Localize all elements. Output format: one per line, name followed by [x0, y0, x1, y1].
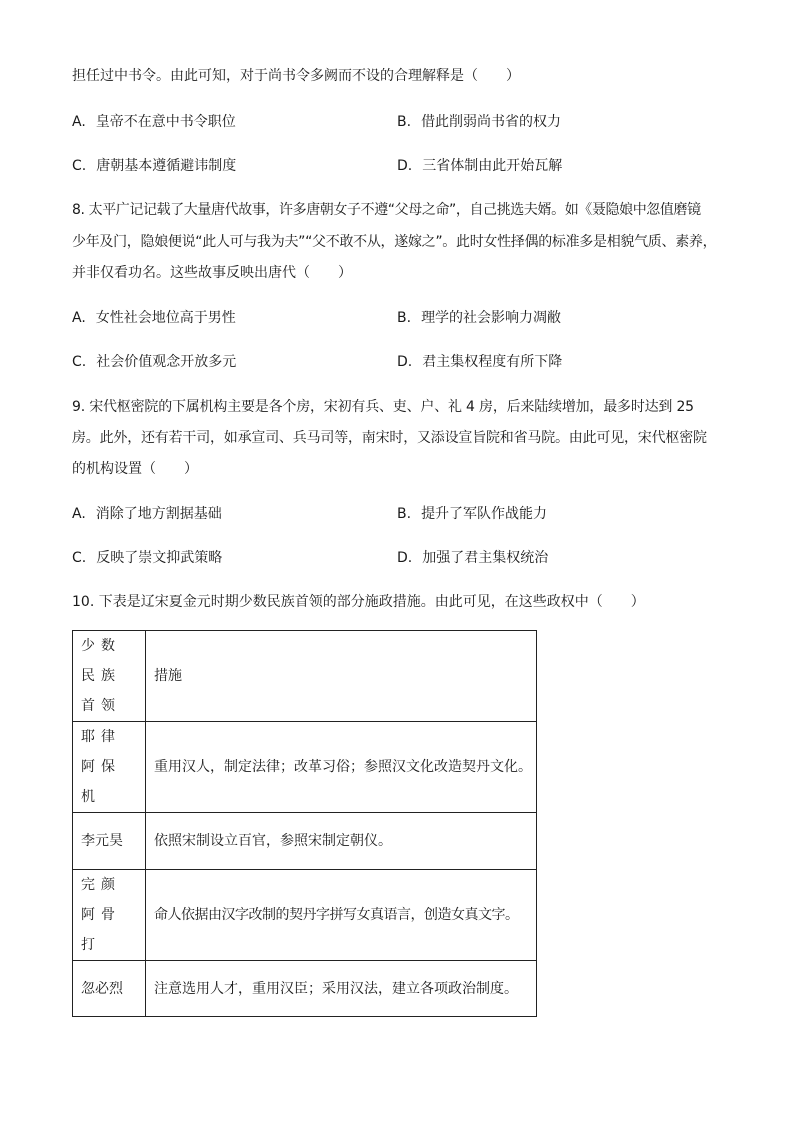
q9-stem-line-2: 房。此外，还有若干司，如承宣司、兵马司等，南宋时，又添设宣旨院和省马院。由此可见，宋代枢密院 — [72, 430, 707, 446]
q9-option-a[interactable] — [72, 504, 222, 524]
option-text: 女性社会地位高于男性 — [95, 310, 236, 326]
table-cell-measure: 依照宋制设立百官，参照宋制定朝仪。 — [146, 813, 537, 870]
option-text: 消除了地方割据基础 — [95, 506, 222, 522]
q8-option-c[interactable] — [72, 352, 236, 372]
option-letter: A. — [72, 114, 86, 130]
option-text: 反映了崇文抑武策略 — [96, 550, 223, 566]
option-text: 社会价值观念开放多元 — [96, 354, 237, 370]
table-header-row — [73, 631, 537, 722]
option-letter: C. — [72, 158, 87, 174]
table-cell-leader: 完颜阿骨打 — [73, 870, 146, 961]
table-cell-measure: 注意选用人才，重用汉臣；采用汉法，建立各项政治制度。 — [146, 961, 537, 1017]
q9-option-c[interactable] — [72, 548, 222, 568]
option-text: 皇帝不在意中书令职位 — [95, 114, 236, 130]
option-text: 唐朝基本遵循避讳制度 — [96, 158, 237, 174]
q8-option-a[interactable] — [72, 308, 236, 328]
table-row — [73, 813, 537, 870]
option-letter: B. — [397, 310, 412, 326]
table-cell-measure: 重用汉人，制定法律；改革习俗；参照汉文化改造契丹文化。 — [146, 722, 537, 813]
q7-option-b[interactable] — [397, 112, 561, 132]
table-cell-leader: 李元昊 — [73, 813, 146, 870]
option-text: 君主集权程度有所下降 — [422, 354, 563, 370]
option-letter: B. — [397, 506, 412, 522]
table-row — [73, 722, 537, 813]
q7-option-a[interactable] — [72, 112, 236, 132]
option-text: 加强了君主集权统治 — [422, 550, 549, 566]
option-letter: D. — [397, 354, 413, 370]
q8-stem-line-2: 少年及门，隐娘便说“此人可与我为夫”“父不敢不从，遂嫁之”。此时女性择偶的标准多是相貌气质、素养， — [72, 234, 717, 250]
option-letter: C. — [72, 550, 87, 566]
table-header-measures: 措施 — [146, 631, 537, 722]
table-cell-measure: 命人依据由汉字改制的契丹字拼写女真语言，创造女真文字。 — [146, 870, 537, 961]
table-cell-leader: 忽必烈 — [73, 961, 146, 1017]
q8-stem-line-1: 8. 太平广记记载了大量唐代故事，许多唐朝女子不遵“父母之命”，自己挑选夫婿。如《聂隐娘中忽值磨镜 — [72, 202, 701, 218]
q7-option-d[interactable] — [397, 156, 562, 176]
table-row — [73, 961, 537, 1017]
q8-option-d[interactable] — [397, 352, 562, 372]
option-text: 理学的社会影响力凋敝 — [421, 310, 562, 326]
table-header-leader: 少数民族首领 — [73, 631, 146, 722]
option-letter: A. — [72, 310, 86, 326]
option-text: 提升了军队作战能力 — [421, 506, 548, 522]
option-letter: D. — [397, 158, 413, 174]
q8-option-b[interactable] — [397, 308, 561, 328]
q9-stem-line-3: 的机构设置（ ） — [72, 461, 198, 477]
option-text: 三省体制由此开始瓦解 — [422, 158, 563, 174]
table-row — [73, 870, 537, 961]
q9-option-b[interactable] — [397, 504, 547, 524]
q7-option-c[interactable] — [72, 156, 236, 176]
table-cell-leader: 耶律阿保机 — [73, 722, 146, 813]
option-letter: C. — [72, 354, 87, 370]
option-text: 借此削弱尚书省的权力 — [421, 114, 562, 130]
q8-stem-line-3: 并非仅看功名。这些故事反映出唐代（ ） — [72, 265, 352, 281]
q9-stem-line-1: 9. 宋代枢密院的下属机构主要是各个房，宋初有兵、吏、户、礼 4 房，后来陆续增加，最多时达到 25 — [72, 399, 694, 415]
q7-stem-tail: 担任过中书令。由此可知，对于尚书令多阙而不设的合理解释是（ ） — [72, 68, 520, 84]
option-letter: D. — [397, 550, 413, 566]
q9-option-d[interactable] — [397, 548, 548, 568]
option-letter: A. — [72, 506, 86, 522]
measures-table — [72, 630, 537, 1017]
q10-stem: 10. 下表是辽宋夏金元时期少数民族首领的部分施政措施。由此可见，在这些政权中（ ） — [72, 594, 645, 610]
option-letter: B. — [397, 114, 412, 130]
